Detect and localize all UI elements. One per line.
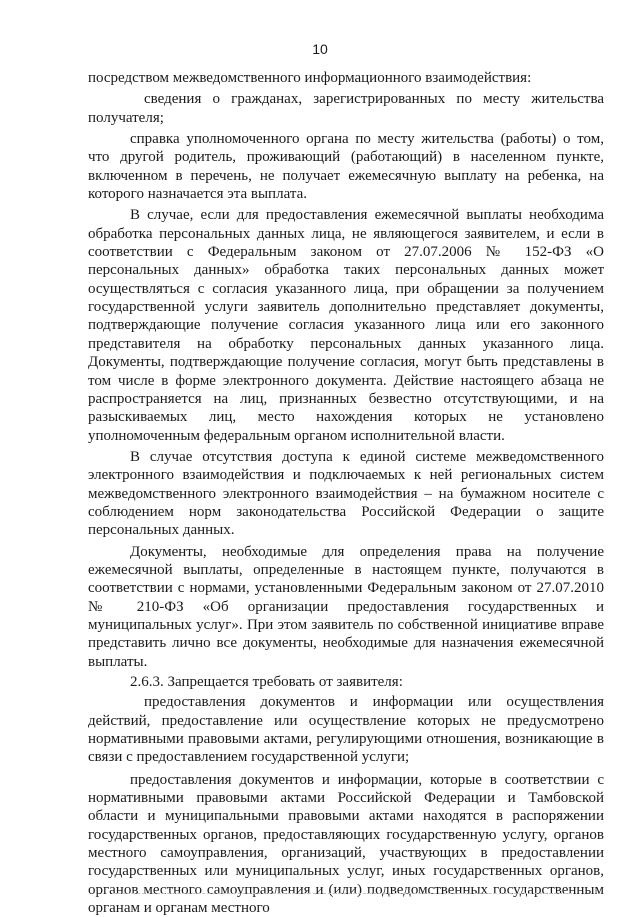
paragraph-documents-required: Документы, необходимые для определения права на получение ежемесячной выплаты, определенные в настоящем пункте, получаются в соответствии с нормами, установленными Федеральным законом от 27.07.2010 № 210-ФЗ «Об организации предоставления государственных и муниципальных услуг». При этом заявитель по собственной инициативе вправе представить лично все документы, необходимые для назначения ежемесячной выплаты. — [88, 543, 604, 670]
page-number: 10 — [312, 41, 328, 57]
paragraph-prohibition-1: предоставления документов и информации или осуществления действий, предоставление или осуществление которых не предусмотрено нормативными правовыми актами, регулирующими отношения, возникающие в связи с предоставлением государственной услуги; — [88, 694, 604, 766]
paragraph-authority-certificate: справка уполномоченного органа по месту жительства (работы) о том, что другой родитель, проживающий (работающий) в населенном пункте, включенном в перечень, не получает ежемесячную выплату на ребенка, на которого назначается эта выплата. — [88, 131, 604, 203]
paragraph-no-access: В случае отсутствия доступа к единой системе межведомственного электронного взаимодействия и подключаемых к ней региональных систем межведомственного электронного взаимодействия – на бумажном носителе с соблюдением норм законодательства Российской Федерации о защите персональных данных. — [88, 448, 604, 539]
paragraph-interaction-intro: посредством межведомственного информационного взаимодействия: — [88, 70, 532, 86]
document-body — [88, 66, 604, 917]
paragraph-personal-data: В случае, если для предоставления ежемесячной выплаты необходима обработка персональных данных лица, не являющегося заявителем, и если в соответствии с Федеральным законом от 27.07.2006 № 152-ФЗ «О персональных данных» обработка таких персональных данных может осуществляться с согласия указанного лица, при обращении за получением государственной услуги заявитель дополнительно представляет документы, подтверждающие получение согласия указанного лица или его законного представителя на обработку персональных данных указанного лица. Документы, подтверждающие получение согласия, могут быть представлены в том числе в форме электронного документа. Действие настоящего абзаца не распространяется на лиц, признанных безвестно отсутствующими, и на разыскиваемых лиц, место нахождения которых не установлено уполномоченным федеральным органом исполнительной власти. — [88, 207, 604, 444]
scan-footer-marks — [112, 893, 572, 897]
paragraph-residence-info: сведения о гражданах, зарегистрированных по месту жительства получателя; — [88, 91, 604, 126]
paragraph-prohibition-2: предоставления документов и информации, которые в соответствии с нормативными правовыми актами Российской Федерации и Тамбовской области и муниципальными правовыми актами находятся в распоряжении государственных органов, предоставляющих государственную услугу, органов местного самоуправления, организаций, участвующих в предоставлении государственных или муниципальных услуг, иных государственных органов, органов местного самоуправления и (или) подведомственных государственным органам и органам местного — [88, 771, 604, 917]
section-heading-2-6-3: 2.6.3. Запрещается требовать от заявителя: — [130, 674, 403, 690]
